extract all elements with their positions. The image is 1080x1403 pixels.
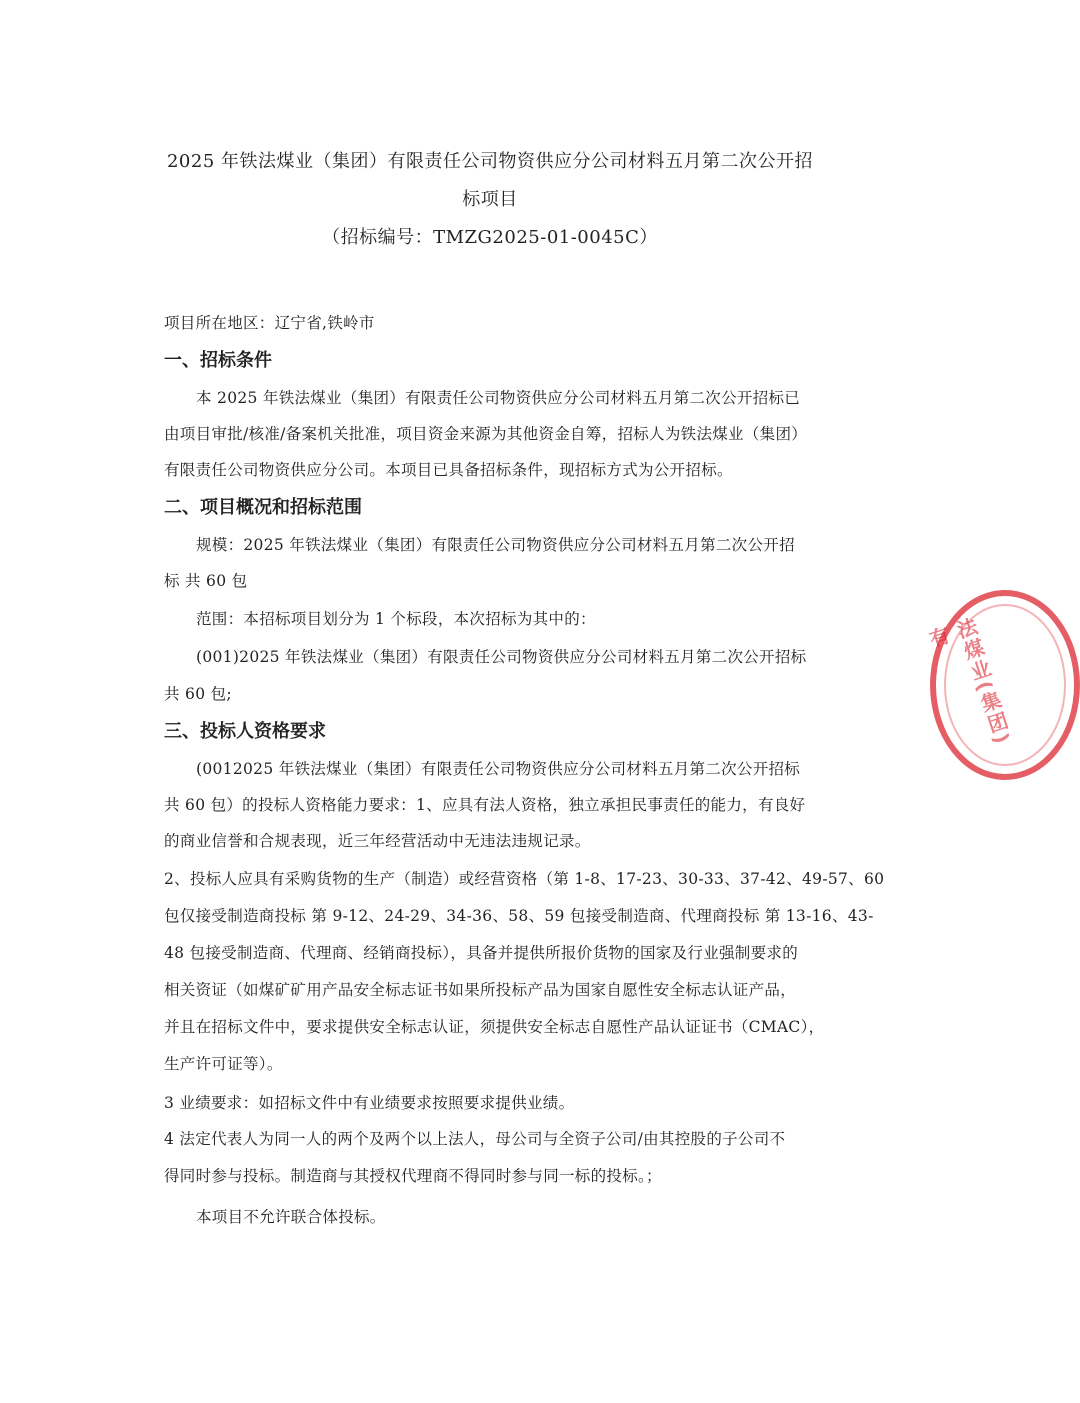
section3-line: 相关资证（如煤矿矿用产品安全标志证书如果所投标产品为国家自愿性安全标志认证产品， — [164, 981, 797, 999]
company-seal-text: 法煤业(集团)有 — [923, 615, 1015, 749]
section2-line: (001)2025 年铁法煤业（集团）有限责任公司物资供应分公司材料五月第二次公开招标 — [196, 648, 807, 666]
project-region: 项目所在地区：辽宁省,铁岭市 — [164, 314, 375, 332]
tender-code: （招标编号：TMZG2025-01-0045C） — [322, 227, 658, 248]
section1-line: 由项目审批/核准/备案机关批准，项目资金来源为其他资金自筹，招标人为铁法煤业（集团） — [164, 425, 808, 443]
section2-line: 规模：2025 年铁法煤业（集团）有限责任公司物资供应分公司材料五月第二次公开招 — [196, 536, 795, 554]
section3-line: 包仅接受制造商投标 第 9-12、24-29、34-36、58、59 包接受制造商、代理商投标 第 13-16、43- — [164, 907, 874, 925]
section3-line: 2、投标人应具有采购货物的生产（制造）或经营资格（第 1-8、17-23、30-33、37-42、49-57、60 — [164, 870, 885, 888]
section3-line: 4 法定代表人为同一人的两个及两个以上法人，母公司与全资子公司/由其控股的子公司不 — [164, 1130, 786, 1148]
section2-line: 标 共 60 包 — [164, 572, 248, 590]
doc-title-line1: 2025 年铁法煤业（集团）有限责任公司物资供应分公司材料五月第二次公开招 — [166, 151, 814, 172]
section3-line: 本项目不允许联合体投标。 — [196, 1208, 386, 1226]
section1-heading: 一、招标条件 — [164, 350, 272, 371]
section1-line: 有限责任公司物资供应分公司。本项目已具备招标条件，现招标方式为公开招标。 — [164, 461, 733, 479]
section3-line: 生产许可证等）。 — [164, 1055, 283, 1073]
doc-title-line2: 标项目 — [462, 189, 518, 210]
section3-line: 得同时参与投标。制造商与其授权代理商不得同时参与同一标的投标。； — [164, 1167, 662, 1185]
section3-line: (0012025 年铁法煤业（集团）有限责任公司物资供应分公司材料五月第二次公开招标 — [196, 760, 801, 778]
section1-line: 本 2025 年铁法煤业（集团）有限责任公司物资供应分公司材料五月第二次公开招标已 — [196, 389, 801, 407]
section3-heading: 三、投标人资格要求 — [164, 721, 326, 742]
section2-heading: 二、项目概况和招标范围 — [164, 497, 362, 518]
section3-line: 的商业信誉和合规表现，近三年经营活动中无违法违规记录。 — [164, 832, 591, 850]
section2-line: 共 60 包; — [164, 685, 232, 703]
section3-line: 共 60 包）的投标人资格能力要求：1、应具有法人资格，独立承担民事责任的能力，有良好 — [164, 796, 806, 814]
section3-line: 3 业绩要求：如招标文件中有业绩要求按照要求提供业绩。 — [164, 1094, 575, 1112]
section3-line: 并且在招标文件中，要求提供安全标志认证，须提供安全标志自愿性产品认证证书（CMAC）， — [164, 1018, 825, 1036]
section2-line: 范围：本招标项目划分为 1 个标段，本次招标为其中的： — [196, 610, 596, 628]
section3-line: 48 包接受制造商、代理商、经销商投标），具备并提供所报价货物的国家及行业强制要求的 — [164, 944, 799, 962]
